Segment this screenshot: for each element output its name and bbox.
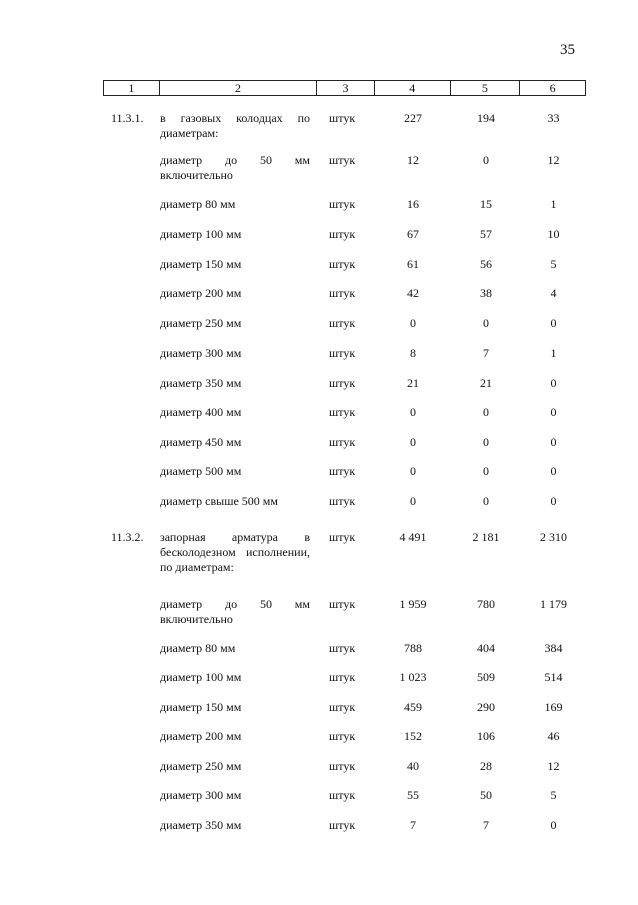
header-col-6: 6: [549, 81, 556, 95]
row-value-col6: 0: [550, 405, 557, 419]
row-name: диаметр 250 мм: [160, 759, 242, 773]
row-value-col4: 0: [410, 494, 416, 508]
row-value-col6: 169: [544, 700, 563, 714]
row-name: диаметр 350 мм: [160, 376, 242, 390]
row-value-col4: 67: [407, 227, 419, 241]
row-value-col5: 50: [480, 788, 492, 802]
row-value-col6: 1: [550, 197, 557, 211]
row-unit: штук: [329, 286, 356, 300]
row-value-col4: 227: [404, 111, 422, 125]
row-value-col4: 16: [407, 197, 419, 211]
row-unit: штук: [329, 597, 356, 611]
row-name: диаметр 200 мм: [160, 286, 242, 300]
row-value-col4: 61: [407, 257, 419, 271]
row-unit: штук: [329, 346, 356, 360]
row-unit: штук: [329, 700, 356, 714]
row-value-col4: 40: [407, 759, 419, 773]
row-name: диаметр 300 мм: [160, 788, 242, 802]
row-value-col6: 12: [547, 759, 560, 773]
row-name: диаметр 350 мм: [160, 818, 242, 832]
row-value-col4: 1 959: [399, 597, 427, 611]
row-name: диаметр 400 мм: [160, 405, 242, 419]
row-unit: штук: [329, 494, 356, 508]
row-unit: штук: [329, 729, 356, 743]
row-value-col4: 0: [410, 316, 416, 330]
row-name: диаметр 150 мм: [160, 700, 242, 714]
header-col-2: 2: [160, 81, 317, 95]
row-value-col6: 384: [544, 641, 563, 655]
row-value-col4: 788: [404, 641, 422, 655]
row-value-col4: 12: [407, 153, 419, 167]
row-unit: штук: [329, 376, 356, 390]
row-value-col6: 1 179: [540, 597, 567, 611]
row-value-col5: 28: [480, 759, 492, 773]
row-value-col5: 57: [480, 227, 492, 241]
row-value-col6: 46: [547, 729, 560, 743]
table-header: [103, 80, 586, 96]
row-name: диаметр 100 мм: [160, 227, 242, 241]
row-value-col6: 2 310: [540, 530, 567, 544]
row-value-col4: 8: [410, 346, 416, 360]
row-name: диаметр 500 мм: [160, 464, 242, 478]
row-name: диаметр 80 мм: [160, 641, 236, 655]
page-number: 35: [560, 42, 575, 58]
row-name: в газовых колодцах по диаметрам:: [160, 111, 310, 140]
row-unit: штук: [329, 111, 356, 125]
row-value-col5: 106: [477, 729, 495, 743]
row-unit: штук: [329, 405, 356, 419]
row-value-col6: 5: [550, 257, 557, 271]
row-value-col4: 55: [407, 788, 419, 802]
row-value-col5: 0: [483, 153, 489, 167]
row-value-col6: 5: [550, 788, 557, 802]
row-value-col4: 1 023: [399, 670, 427, 684]
row-name: диаметр 250 мм: [160, 316, 242, 330]
row-value-col5: 56: [480, 257, 492, 271]
row-name: диаметр 300 мм: [160, 346, 242, 360]
row-name: запорная арматура в бесколодезном исполнении, по диаметрам:: [160, 530, 310, 574]
row-value-col5: 0: [483, 316, 489, 330]
row-value-col4: 21: [407, 376, 419, 390]
row-value-col5: 7: [483, 818, 489, 832]
row-unit: штук: [329, 641, 356, 655]
row-value-col6: 0: [550, 464, 557, 478]
row-unit: штук: [329, 257, 356, 271]
row-value-col4: 152: [404, 729, 422, 743]
row-value-col5: 780: [477, 597, 495, 611]
row-name: диаметр до 50 мм включительно: [160, 153, 310, 182]
row-name: диаметр 450 мм: [160, 435, 242, 449]
row-value-col4: 4 491: [399, 530, 427, 544]
row-value-col5: 15: [480, 197, 492, 211]
header-col-5: 5: [451, 81, 521, 95]
row-value-col6: 12: [547, 153, 560, 167]
row-code: 11.3.1.: [111, 111, 144, 125]
row-name: диаметр 80 мм: [160, 197, 236, 211]
row-name: диаметр 200 мм: [160, 729, 242, 743]
row-unit: штук: [329, 435, 356, 449]
row-value-col5: 0: [483, 494, 489, 508]
row-unit: штук: [329, 197, 356, 211]
row-unit: штук: [329, 759, 356, 773]
row-unit: штук: [329, 530, 356, 544]
row-value-col6: 1: [550, 346, 557, 360]
row-name: диаметр 150 мм: [160, 257, 242, 271]
row-value-col5: 21: [480, 376, 492, 390]
row-unit: штук: [329, 153, 356, 167]
row-value-col6: 0: [550, 435, 557, 449]
row-unit: штук: [329, 316, 356, 330]
row-value-col4: 0: [410, 464, 416, 478]
row-value-col4: 0: [410, 435, 416, 449]
row-value-col5: 194: [477, 111, 495, 125]
row-unit: штук: [329, 464, 356, 478]
row-value-col4: 7: [410, 818, 416, 832]
row-value-col6: 0: [550, 376, 557, 390]
header-col-4: 4: [375, 81, 451, 95]
row-unit: штук: [329, 788, 356, 802]
header-col-3: 3: [317, 81, 375, 95]
header-col-1: 1: [104, 81, 160, 95]
row-value-col4: 459: [404, 700, 422, 714]
row-value-col5: 290: [477, 700, 495, 714]
row-value-col4: 0: [410, 405, 416, 419]
row-value-col5: 0: [483, 405, 489, 419]
row-value-col6: 0: [550, 494, 557, 508]
row-value-col6: 4: [550, 286, 557, 300]
row-value-col5: 0: [483, 464, 489, 478]
row-value-col5: 509: [477, 670, 495, 684]
row-value-col6: 514: [544, 670, 563, 684]
row-value-col6: 0: [550, 818, 557, 832]
row-value-col5: 38: [480, 286, 492, 300]
row-value-col5: 2 181: [472, 530, 500, 544]
row-code: 11.3.2.: [111, 530, 144, 544]
row-unit: штук: [329, 670, 356, 684]
row-value-col5: 0: [483, 435, 489, 449]
row-value-col6: 10: [547, 227, 560, 241]
row-unit: штук: [329, 818, 356, 832]
row-value-col6: 0: [550, 316, 557, 330]
row-value-col4: 42: [407, 286, 419, 300]
row-value-col6: 33: [547, 111, 560, 125]
row-name: диаметр до 50 мм включительно: [160, 597, 310, 626]
row-value-col5: 7: [483, 346, 489, 360]
row-name: диаметр 100 мм: [160, 670, 242, 684]
row-unit: штук: [329, 227, 356, 241]
row-value-col5: 404: [477, 641, 495, 655]
row-name: диаметр свыше 500 мм: [160, 494, 278, 508]
